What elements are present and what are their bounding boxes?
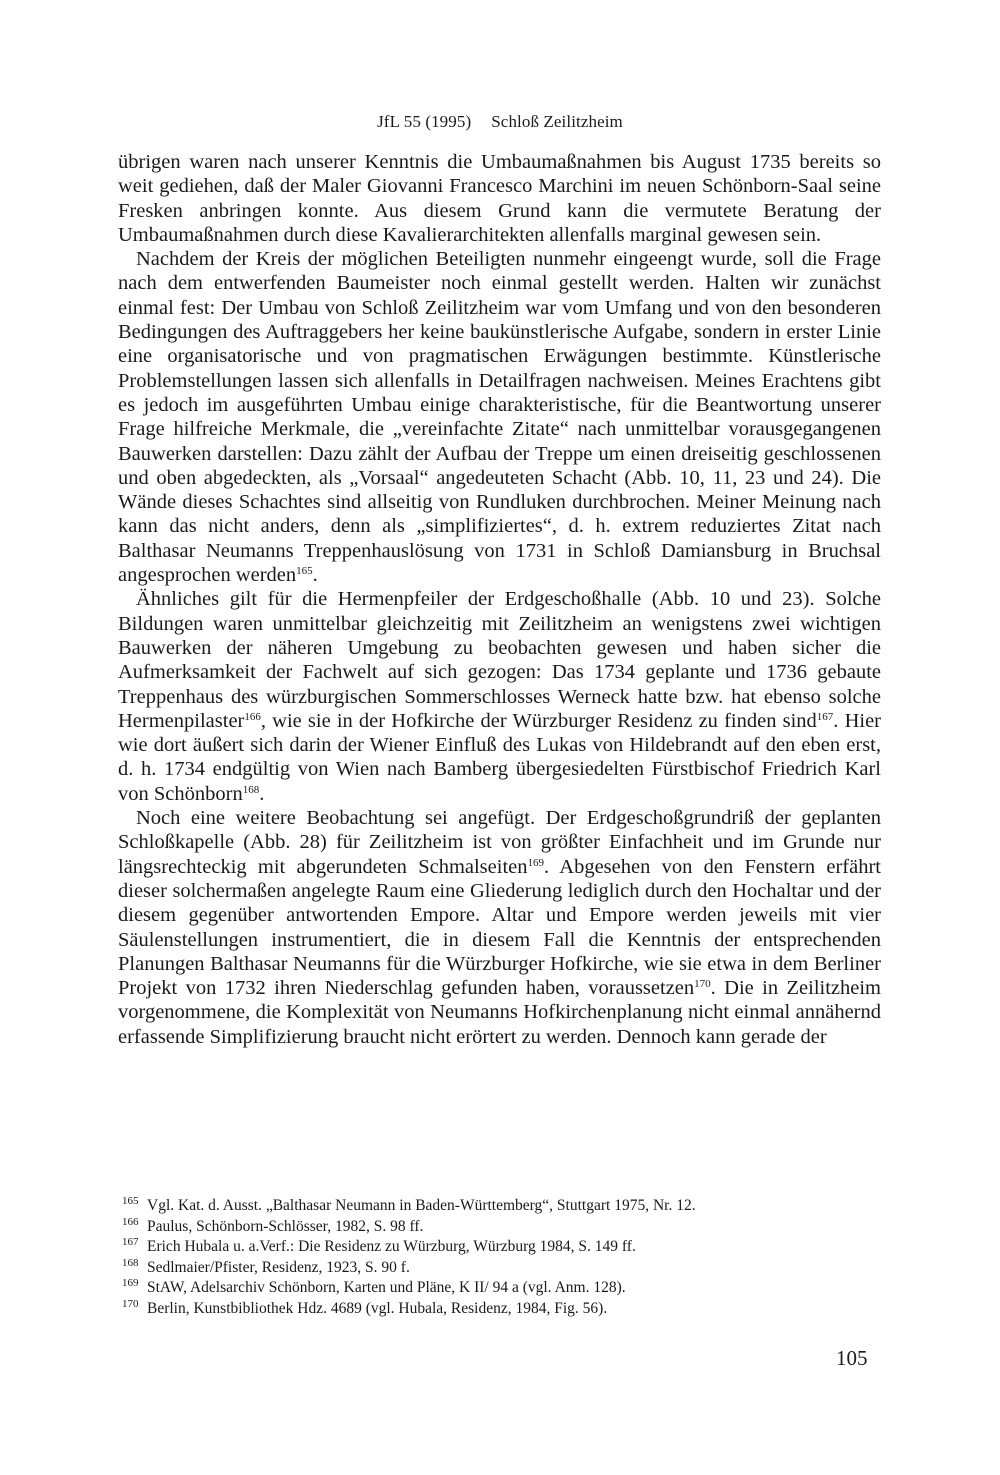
footnote-number: 168 <box>122 1256 139 1269</box>
paragraph-text: , wie sie in der Hofkirche der Würzburger Residenz zu finden sind <box>260 709 817 732</box>
paragraph-1 <box>118 150 881 247</box>
footnote <box>122 1278 882 1299</box>
footnote-number: 166 <box>122 1215 139 1228</box>
footnote <box>122 1299 882 1320</box>
page-number: 105 <box>836 1346 868 1370</box>
footnote-number: 169 <box>122 1277 139 1290</box>
footnote-text: Berlin, Kunstbibliothek Hdz. 4689 (vgl. Hubala, Residenz, 1984, Fig. 56). <box>147 1299 608 1317</box>
footnote-ref[interactable]: 165 <box>296 565 313 578</box>
paragraph-4 <box>118 806 881 1049</box>
footnote <box>122 1258 882 1279</box>
footnote-ref[interactable]: 167 <box>816 710 834 723</box>
footnote <box>122 1196 882 1217</box>
paragraph-2 <box>118 247 881 587</box>
paragraph-text: . Hier wie dort äußert sich darin der Wiener Einfluß des Lukas von Hildebrandt auf den eben erst, d. h. 1734 endgültig von Wien nach Bamberg übergesiedelten Fürstbischof Friedrich Karl von Schönborn <box>118 709 882 805</box>
running-head-title: Schloß Zeilitzheim <box>491 112 623 131</box>
footnote-text: Paulus, Schönborn-Schlösser, 1982, S. 98 ff. <box>147 1217 424 1235</box>
paragraph-text: . <box>259 782 265 805</box>
footnote-number: 170 <box>122 1297 139 1310</box>
paragraph-text: Ähnliches gilt für die Hermenpfeiler der Erdgeschoßhalle (Abb. 10 und 23). Solche Bildungen waren unmittelbar gleichzeitig mit Zeilitzheim an wenigstens zwei wichtigen Bauwerken der näheren Umgebung zu beobachten gewesen und haben sicher die Aufmerksamkeit der Fachwelt auf sich gezogen: Das 1734 geplante und 1736 gebaute Treppenhaus des würzburgischen Sommerschlosses Werneck hatte bzw. hat ebenso solche Hermenpilaster <box>118 588 881 732</box>
footnote-text: Erich Hubala u. a.Verf.: Die Residenz zu Würzburg, Würzburg 1984, S. 149 ff. <box>147 1238 636 1256</box>
footnote-number: 165 <box>122 1195 139 1207</box>
paragraph-text: . <box>312 564 318 587</box>
footnote-ref[interactable]: 170 <box>694 978 711 991</box>
footnote-ref[interactable]: 168 <box>242 783 260 796</box>
footnote <box>122 1237 882 1258</box>
footnote <box>122 1217 882 1238</box>
paragraph-text: . Abgesehen von den Fenstern erfährt dieser solchermaßen angelegte Raum eine Gliederung lediglich durch den Hochaltar und der diesem gegenüber antwortenden Empore. Altar und Empore werden jeweils mit vier Säulenstellungen instrumentiert, die in diesem Fall die Kenntnis der entsprechenden Planungen Balthasar Neumanns für die Würzburger Hofkirche, wie sie etwa in dem Berliner Projekt von 1732 ihren Niederschlag gefunden haben, voraussetzen <box>118 855 881 1000</box>
paragraph-text: Nachdem der Kreis der möglichen Beteiligten nunmehr eingeengt wurde, soll die Frage nach dem entwerfenden Baumeister noch einmal gestellt werden. Halten wir zunächst einmal fest: Der Umbau von Schloß Zeilitzheim war vom Umfang und von den besonderen Bedingungen des Auftraggebers her keine baukünstlerische Aufgabe, sondern in erster Linie eine organisatorische und von pragmatischen Erwägungen bestimmte. Künstlerische Problemstellungen lassen sich allenfalls in Detailfragen nachweisen. Meines Erachtens gibt es jedoch im ausgeführten Umbau einige charakteristische, für die Beantwortung unserer Frage hilfreiche Merkmale, die „vereinfachte Zitate“ nach unmittelbar vorausgegangenen Bauwerken darstellen: Dazu zählt der Aufbau der Treppe um einen dreiseitig geschlossenen und oben abgedeckten, als „Vorsaal“ angedeuteten Schacht (Abb. 10, 11, 23 und 24). Die Wände dieses Schachtes sind allseitig von Rundluken durchbrochen. Meiner Meinung nach kann das nicht anders, denn als „simplifiziertes“, d. h. extrem reduziertes Zitat nach Balthasar Neumanns Treppenhauslösung von 1731 in Schloß Damiansburg in Bruchsal angesprochen werden <box>118 248 881 587</box>
footnote-ref[interactable]: 166 <box>244 710 261 723</box>
running-head-journal: JfL 55 (1995) <box>377 112 472 131</box>
paragraph-text: Noch eine weitere Beobachtung sei angefügt. Der Erdgeschoßgrundriß der geplanten Schloßkapelle (Abb. 28) für Zeilitzheim ist von größter Einfachheit und im Grunde nur längsrechteckig mit abgerundeten Schmalseiten <box>118 807 881 878</box>
footnote-text: Sedlmaier/Pfister, Residenz, 1923, S. 90 f. <box>147 1258 410 1276</box>
running-head <box>0 112 1000 132</box>
paragraph-text: übrigen waren nach unserer Kenntnis die Umbaumaßnahmen bis August 1735 bereits so weit gediehen, daß der Maler Giovanni Francesco Marchini im neuen Schönborn-Saal seine Fresken anbringen konnte. Aus diesem Grund kann die vermutete Beratung der Umbaumaßnahmen durch diese Kavalierarchitekten allenfalls marginal gewesen sein. <box>118 151 881 246</box>
footnote-number: 167 <box>122 1236 139 1249</box>
paragraph-3 <box>118 587 881 806</box>
footnote-text: Vgl. Kat. d. Ausst. „Balthasar Neumann in Baden-Württemberg“, Stuttgart 1975, Nr. 12. <box>147 1197 696 1214</box>
footnotes <box>122 1196 882 1320</box>
footnote-text: StAW, Adelsarchiv Schönborn, Karten und Pläne, K II/ 94 a (vgl. Anm. 128). <box>147 1279 626 1297</box>
body-text <box>118 150 881 1049</box>
paragraph-text: . Die in Zeilitzheim vorgenommene, die Komplexität von Neumanns Hofkirchenplanung nicht einmal annähernd erfassende Simplifizierung braucht nicht erörtert zu werden. Dennoch kann gerade der <box>118 977 881 1048</box>
footnote-ref[interactable]: 169 <box>527 856 544 869</box>
